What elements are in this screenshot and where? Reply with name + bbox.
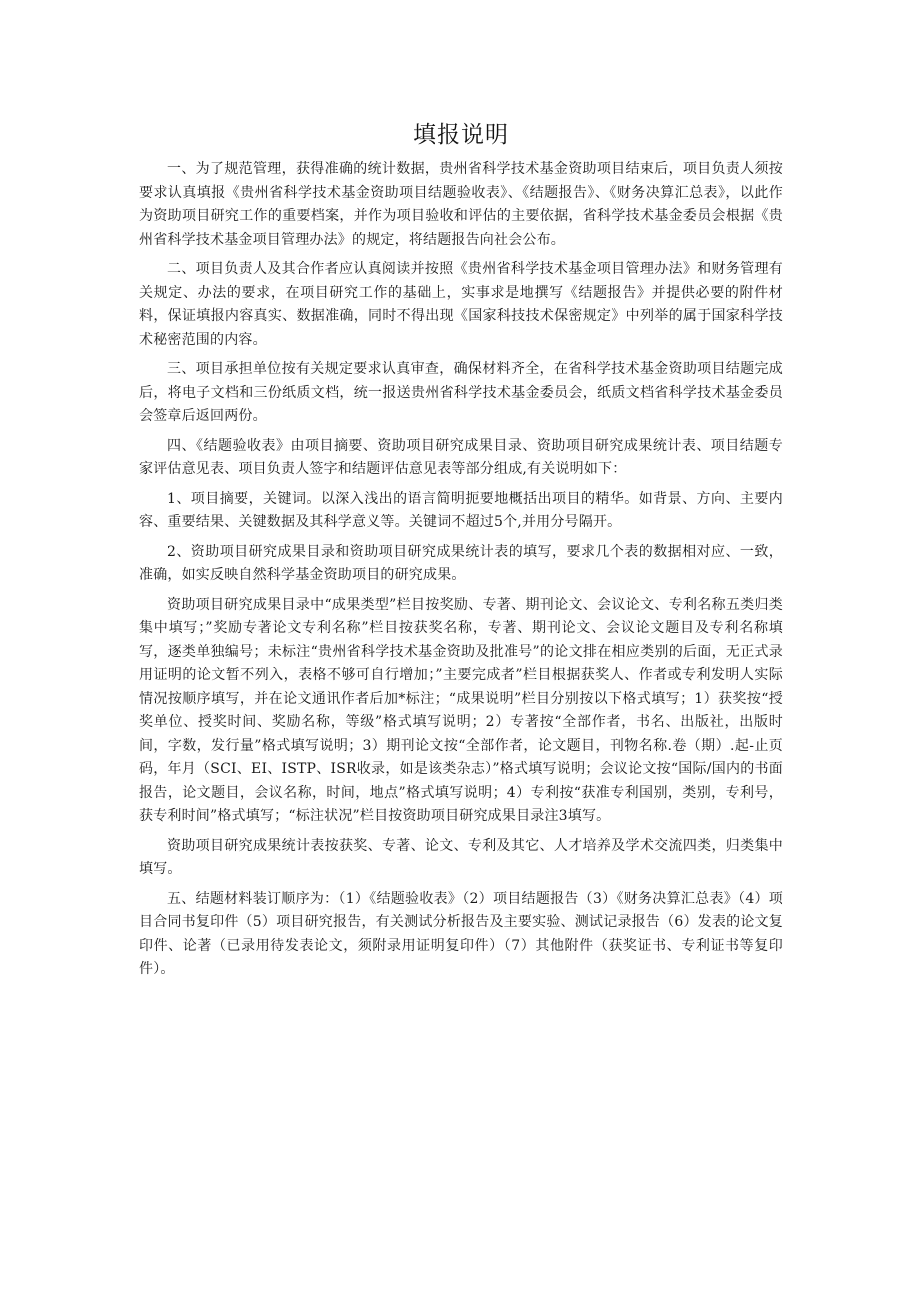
paragraph-4-item-2: 2、资助项目研究成果目录和资助项目研究成果统计表的填写，要求几个表的数据相对应、一致，准确，如实反映自然科学基金资助项目的研究成果。 — [139, 543, 783, 583]
paragraph-2: 二、项目负责人及其合作者应认真阅读并按照《贵州省科学技术基金项目管理办法》和财务管理有关规定、办法的要求，在项目研究工作的基础上，实事求是地撰写《结题报告》并提供必要的附件材料，保证填报内容真实、数据准确，同时不得出现《国家科技技术保密规定》中列举的属于国家科学技术秘密范围的内容。 — [139, 261, 783, 348]
paragraph-results-statistics: 资助项目研究成果统计表按获奖、专著、论文、专利及其它、人才培养及学术交流四类，归类集中填写。 — [139, 837, 783, 877]
paragraph-4: 四、《结题验收表》由项目摘要、资助项目研究成果目录、资助项目研究成果统计表、项目结题专家评估意见表、项目负责人签字和结题评估意见表等部分组成,有关说明如下： — [139, 437, 783, 477]
page-title: 填报说明 — [413, 122, 509, 148]
paragraph-4-item-1: 1、项目摘要，关键词。以深入浅出的语言简明扼要地概括出项目的精华。如背景、方向、主要内容、重要结果、关键数据及其科学意义等。关键词不超过5个,并用分号隔开。 — [139, 490, 783, 530]
paragraph-1: 一、为了规范管理，获得准确的统计数据，贵州省科学技术基金资助项目结束后，项目负责人须按要求认真填报《贵州省科学技术基金资助项目结题验收表》、《结题报告》、《财务决算汇总表》，以此作为资助项目研究工作的重要档案，并作为项目验收和评估的主要依据，省科学技术基金委员会根据《贵州省科学技术基金项目管理办法》的规定，将结题报告向社会公布。 — [139, 161, 783, 248]
paragraph-5: 五、结题材料装订顺序为：（1）《结题验收表》（2）项目结题报告（3）《财务决算汇总表》（4）项目合同书复印件（5）项目研究报告，有关测试分析报告及主要实验、测试记录报告（6）发表的论文复印件、论著（已录用待发表论文，须附录用证明复印件）（7）其他附件（获奖证书、专利证书等复印件）。 — [139, 890, 783, 977]
paragraph-results-catalog: 资助项目研究成果目录中“成果类型”栏目按奖励、专著、期刊论文、会议论文、专利名称五类归类集中填写；”奖励专著论文专利名称”栏目按获奖名称，专著、期刊论文、会议论文题目及专利名称填写，逐类单独编号；未标注“贵州省科学技术基金资助及批准号”的论文排在相应类别的后面，无正式录用证明的论文暂不列入，表格不够可自行增加；”主要完成者”栏目根据获奖人、作者或专利发明人实际情况按顺序填写，并在论文通讯作者后加*标注；“成果说明”栏目分别按以下格式填写；1）获奖按“授奖单位、授奖时间、奖励名称，等级”格式填写说明；2）专著按“全部作者，书名、出版社，出版时间，字数，发行量”格式填写说明；3）期刊论文按“全部作者，论文题目，刊物名称.卷（期）.起-止页码，年月（SCI、EI、ISTP、ISR收录，如是该类杂志）”格式填写说明；会议论文按“国际/国内的书面报告，论文题目，会议名称，时间，地点”格式填写说明；4）专利按“获准专利国别，类别，专利号，获专利时间”格式填写；“标注状况”栏目按资助项目研究成果目录注3填写。 — [139, 596, 783, 824]
paragraph-3: 三、项目承担单位按有关规定要求认真审查，确保材料齐全，在省科学技术基金资助项目结题完成后，将电子文档和三份纸质文档，统一报送贵州省科学技术基金委员会，纸质文档省科学技术基金委员会签章后返回两份。 — [139, 361, 783, 424]
document-page — [139, 118, 783, 988]
